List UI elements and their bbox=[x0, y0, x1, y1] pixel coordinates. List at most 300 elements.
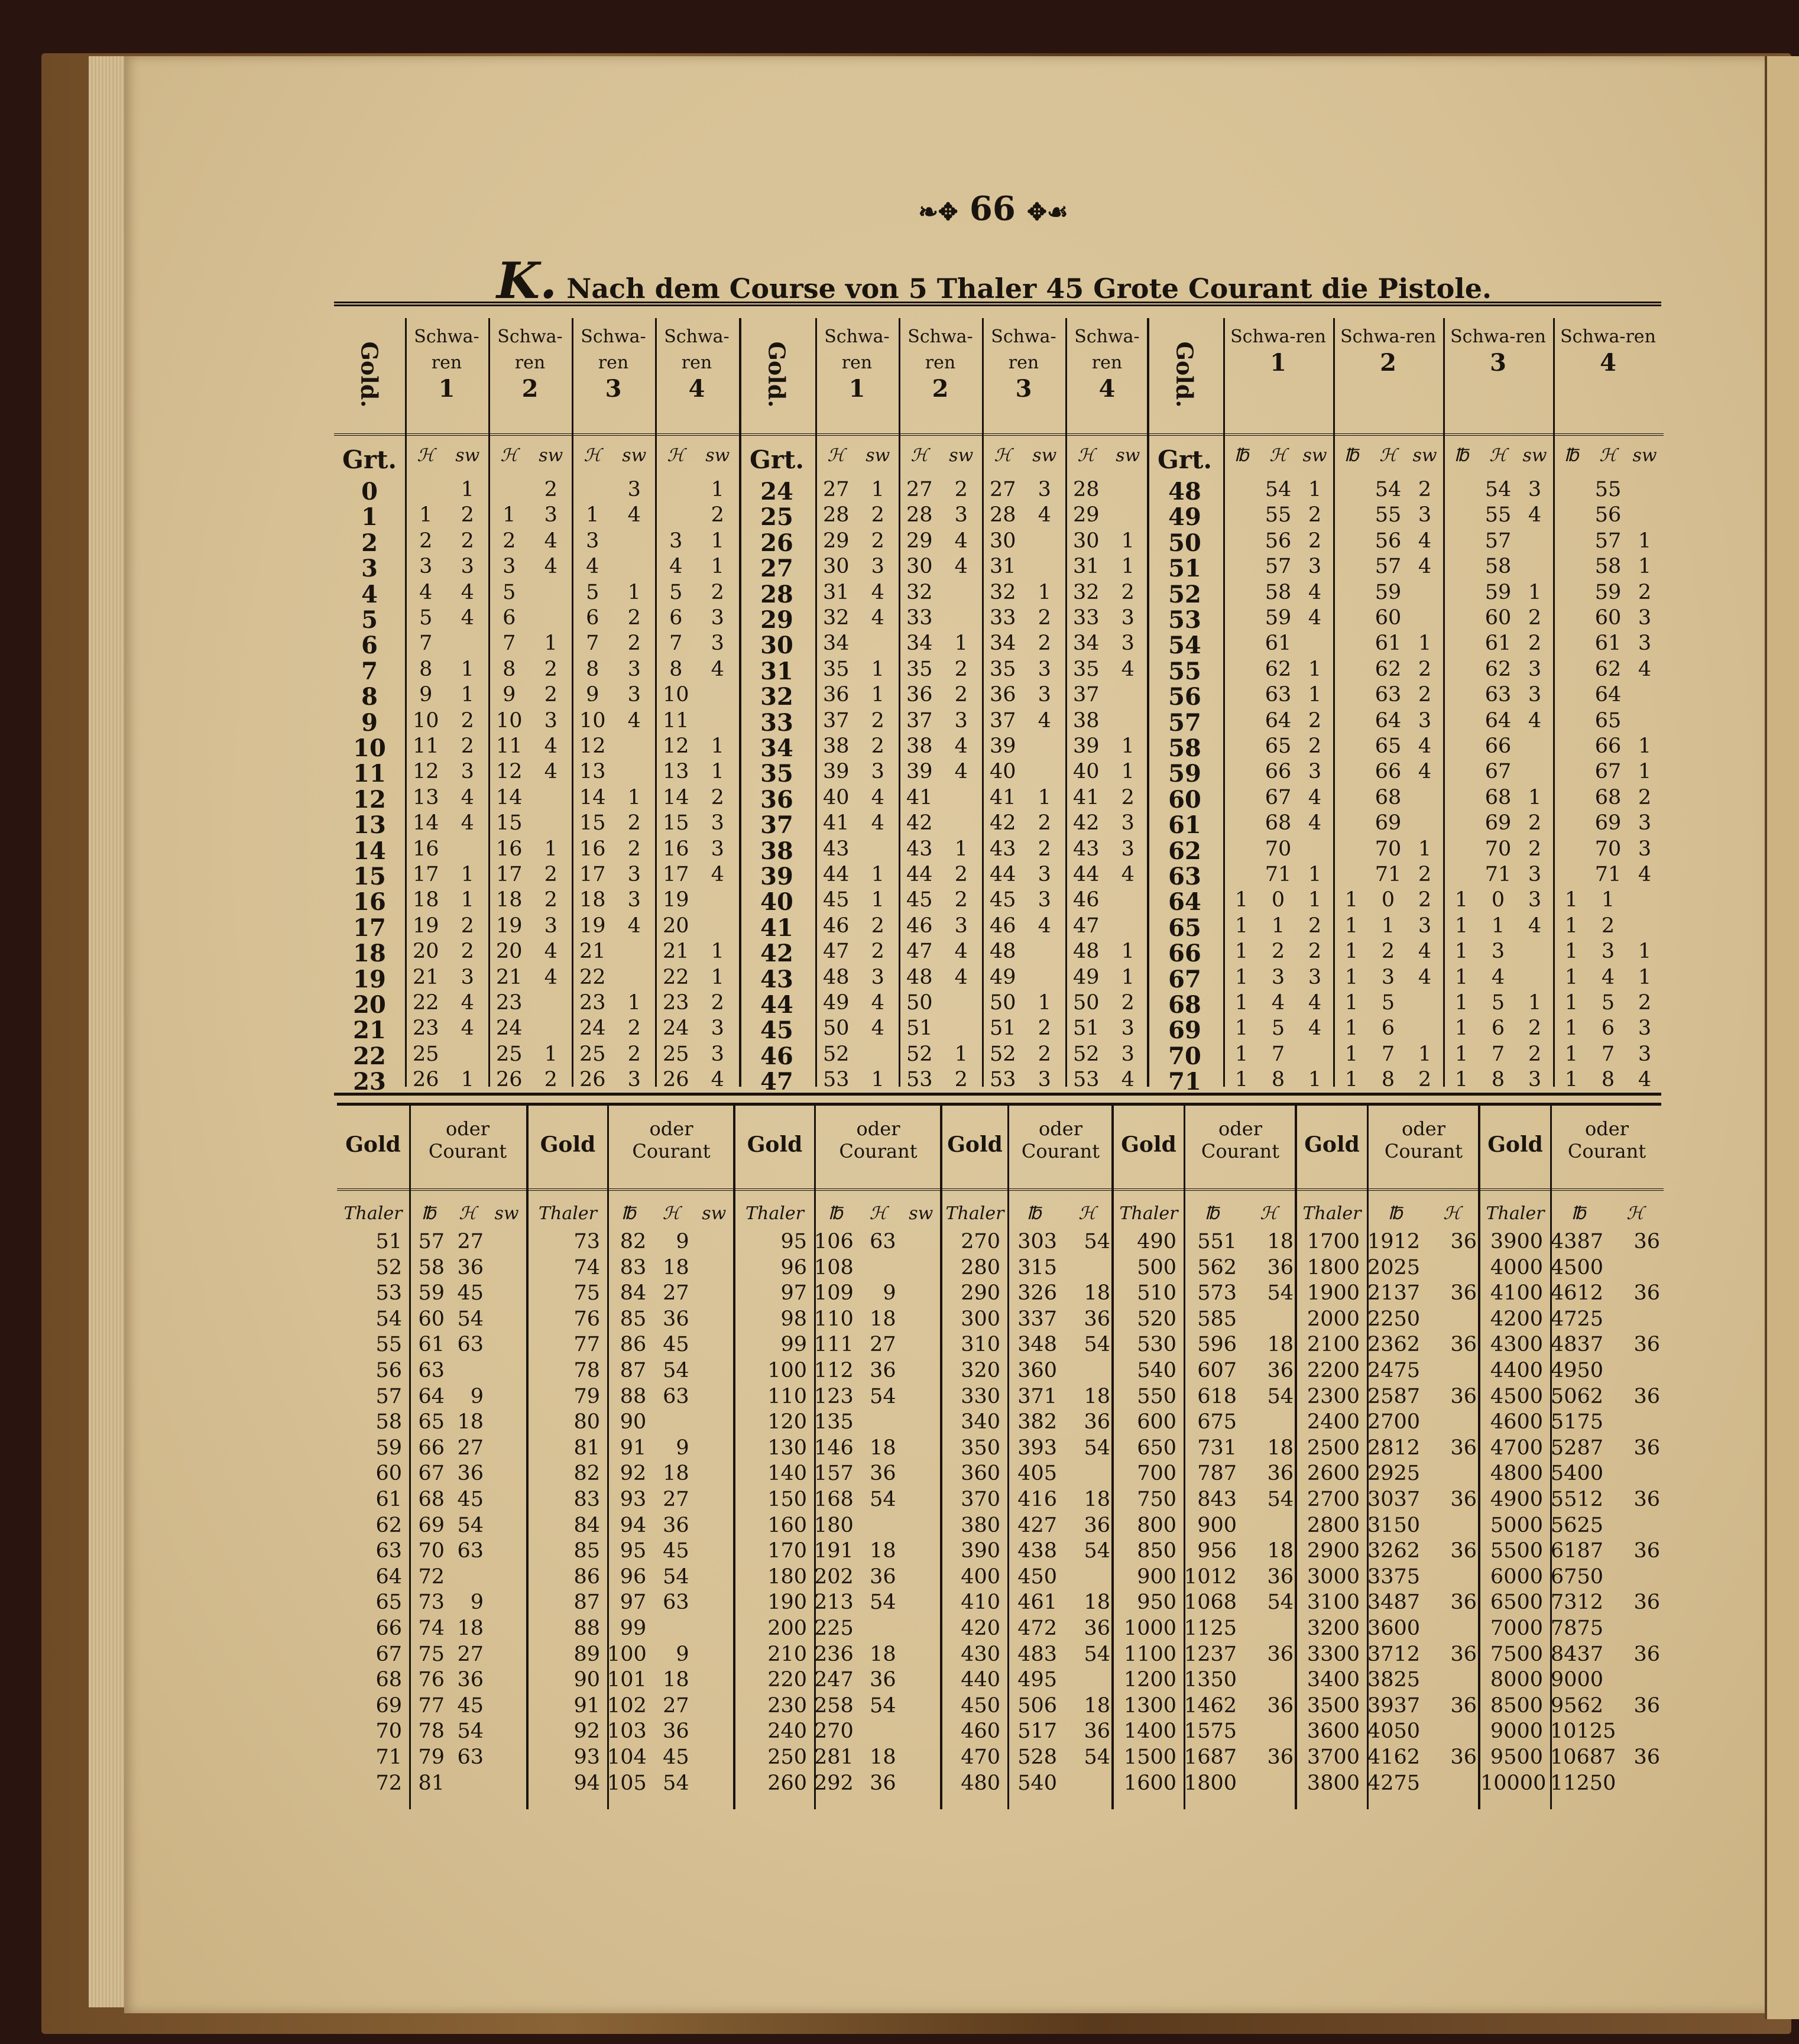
table-cell: 4 bbox=[711, 1068, 724, 1092]
table-cell: 3 bbox=[1528, 683, 1542, 707]
table-cell: 29 bbox=[822, 529, 850, 553]
thaler-value: 850 bbox=[1137, 1539, 1176, 1563]
table-cell: 51 bbox=[989, 1016, 1016, 1041]
table-cell: 8 bbox=[503, 657, 516, 681]
thaler-value: 4400 bbox=[1490, 1359, 1543, 1382]
courant-value: 36 bbox=[457, 1462, 484, 1486]
table-cell: 43 bbox=[1072, 837, 1100, 861]
courant-value: 495 bbox=[1017, 1668, 1057, 1692]
courant-value: 72 bbox=[418, 1564, 445, 1589]
table-cell: 3 bbox=[461, 555, 474, 579]
thaler-value: 52 bbox=[375, 1255, 402, 1279]
table-cell: 2 bbox=[1638, 785, 1652, 809]
table-cell: 1 bbox=[871, 888, 884, 912]
unit-label: ℔ bbox=[621, 1203, 636, 1224]
table-cell: 4 bbox=[544, 734, 557, 758]
table-cell: 3 bbox=[544, 708, 557, 733]
table-cell: 1 bbox=[1528, 785, 1542, 809]
unit-label: ℋ bbox=[459, 1203, 477, 1224]
table-cell: 2 bbox=[461, 708, 474, 733]
courant-value: 146 bbox=[814, 1436, 854, 1460]
table-cell: 1 bbox=[461, 1068, 474, 1092]
thaler-value: 410 bbox=[961, 1591, 1000, 1615]
title-text: Nach dem Course von 5 Thaler 45 Grote Courant die Pistole. bbox=[566, 273, 1492, 305]
courant-value: 101 bbox=[607, 1668, 647, 1692]
table-cell: 48 bbox=[1072, 940, 1100, 964]
courant-value: 607 bbox=[1197, 1359, 1237, 1382]
table-cell: 69 bbox=[1594, 811, 1622, 835]
courant-label-1: oder bbox=[1039, 1117, 1082, 1140]
thaler-value: 4500 bbox=[1490, 1384, 1543, 1408]
table-cell: 3 bbox=[586, 529, 599, 553]
unit-label: ℔ bbox=[1204, 1203, 1220, 1224]
table-cell: 1 bbox=[1344, 940, 1359, 964]
thaler-value: 65 bbox=[375, 1591, 402, 1615]
courant-value: 54 bbox=[1267, 1591, 1294, 1615]
table-cell: 3 bbox=[1418, 503, 1432, 527]
thaler-value: 62 bbox=[375, 1513, 402, 1537]
courant-value: 36 bbox=[870, 1359, 896, 1382]
unit-label: ℋ bbox=[1379, 445, 1397, 466]
thaler-value: 320 bbox=[961, 1359, 1000, 1382]
table-cell: 1 bbox=[1271, 914, 1285, 938]
table-cell: 3 bbox=[1638, 1016, 1652, 1041]
thaler-value: 470 bbox=[961, 1745, 1000, 1769]
table-cell: 47 bbox=[822, 940, 850, 964]
courant-value: 36 bbox=[1633, 1281, 1660, 1306]
table-cell: 3 bbox=[544, 503, 557, 527]
courant-value: 1237 bbox=[1184, 1642, 1237, 1666]
unit-label: ℔ bbox=[828, 1203, 843, 1224]
table-cell: 2 bbox=[627, 606, 641, 630]
table-cell: 20 bbox=[495, 940, 523, 964]
table-cell: 51 bbox=[1072, 1016, 1100, 1041]
table-cell: 56 bbox=[1265, 529, 1292, 553]
unit-label: ℋ bbox=[1077, 445, 1095, 466]
table-cell: 34 bbox=[906, 631, 933, 656]
table-cell: 44 bbox=[1072, 863, 1100, 886]
table-cell: 2 bbox=[1418, 657, 1432, 681]
courant-value: 36 bbox=[1633, 1384, 1660, 1408]
table-cell: 53 bbox=[989, 1068, 1016, 1092]
table-cell: 3 bbox=[1528, 888, 1542, 912]
courant-value: 36 bbox=[1633, 1230, 1660, 1253]
unit-label: ℋ bbox=[1489, 445, 1507, 466]
table-cell: 68 bbox=[1484, 785, 1512, 809]
gold-value: 17 bbox=[353, 914, 386, 942]
gold-value: 18 bbox=[353, 940, 386, 968]
table-cell: 26 bbox=[662, 1068, 689, 1092]
table-cell: 3 bbox=[871, 760, 884, 784]
thaler-value: 92 bbox=[573, 1719, 600, 1744]
courant-value: 96 bbox=[620, 1564, 647, 1589]
table-cell: 1 bbox=[1344, 914, 1359, 938]
table-cell: 54 bbox=[1265, 478, 1292, 501]
gold-value: 43 bbox=[760, 965, 793, 993]
thaler-value: 700 bbox=[1137, 1462, 1176, 1486]
schwaren-number: 1 bbox=[438, 375, 455, 403]
table-cell: 3 bbox=[711, 837, 724, 861]
table-cell: 5 bbox=[669, 580, 683, 604]
thaler-value: 530 bbox=[1137, 1333, 1176, 1357]
table-cell: 4 bbox=[1271, 991, 1285, 1015]
table-cell: 1 bbox=[1454, 1042, 1469, 1066]
schwaren-header bbox=[815, 324, 899, 430]
table-cell: 48 bbox=[822, 965, 850, 989]
thaler-value: 95 bbox=[780, 1230, 807, 1253]
courant-value: 100 bbox=[607, 1642, 647, 1666]
table-cell: 1 bbox=[954, 1042, 968, 1066]
courant-value: 36 bbox=[663, 1513, 689, 1537]
table-cell: 3 bbox=[1638, 837, 1652, 861]
table-cell: 64 bbox=[1594, 683, 1622, 707]
thaler-value: 280 bbox=[961, 1255, 1000, 1279]
thaler-value: 93 bbox=[573, 1745, 600, 1769]
table-cell: 16 bbox=[579, 837, 606, 861]
table-cell: 3 bbox=[711, 606, 724, 630]
courant-label-2: Courant bbox=[1384, 1140, 1463, 1162]
table-cell: 1 bbox=[1121, 555, 1134, 579]
table-cell: 1 bbox=[1308, 478, 1322, 501]
table-cell: 17 bbox=[662, 863, 689, 886]
table-cell: 9 bbox=[586, 683, 599, 707]
thaler-value: 2700 bbox=[1307, 1488, 1360, 1511]
table-cell: 1 bbox=[1454, 1068, 1469, 1092]
table-cell: 5 bbox=[419, 606, 433, 630]
unit-label: sw bbox=[909, 1203, 933, 1224]
thaler-value: 55 bbox=[375, 1333, 402, 1357]
table-cell: 2 bbox=[1308, 708, 1322, 733]
table-cell: 2 bbox=[871, 708, 884, 733]
thaler-value: 83 bbox=[573, 1488, 600, 1511]
table-cell: 35 bbox=[906, 657, 933, 681]
courant-value: 18 bbox=[870, 1642, 896, 1666]
courant-value: 27 bbox=[663, 1693, 689, 1718]
courant-value: 3150 bbox=[1367, 1513, 1420, 1537]
gold-value: 40 bbox=[760, 888, 793, 916]
table-cell: 28 bbox=[906, 503, 933, 527]
gold-value: 8 bbox=[361, 683, 378, 711]
thaler-value: 800 bbox=[1137, 1513, 1176, 1537]
courant-value: 3262 bbox=[1367, 1539, 1420, 1563]
table-cell: 23 bbox=[412, 1016, 439, 1041]
gold-header bbox=[741, 318, 812, 430]
table-cell: 49 bbox=[989, 965, 1016, 989]
table-cell: 46 bbox=[989, 914, 1016, 938]
courant-value: 10125 bbox=[1550, 1719, 1616, 1744]
unit-label: ℋ bbox=[869, 1203, 887, 1224]
lower-block bbox=[1478, 1106, 1664, 1809]
courant-value: 54 bbox=[457, 1513, 484, 1537]
thaler-value: 1400 bbox=[1123, 1719, 1176, 1744]
table-cell: 70 bbox=[1484, 837, 1512, 861]
table-cell: 4 bbox=[461, 991, 474, 1015]
gold-value: 55 bbox=[1168, 657, 1201, 685]
table-cell: 2 bbox=[544, 1068, 557, 1092]
table-cell: 36 bbox=[906, 683, 933, 707]
courant-value: 506 bbox=[1017, 1693, 1057, 1718]
table-cell: 40 bbox=[989, 760, 1016, 784]
courant-value: 9 bbox=[676, 1230, 689, 1253]
courant-value: 57 bbox=[418, 1230, 445, 1253]
table-cell: 28 bbox=[989, 503, 1016, 527]
unit-label: sw bbox=[1116, 445, 1140, 466]
table-cell: 40 bbox=[1072, 760, 1100, 784]
gold-value: 48 bbox=[1168, 478, 1201, 506]
thaler-value: 2200 bbox=[1307, 1359, 1360, 1382]
table-cell: 2 bbox=[1418, 863, 1432, 886]
table-cell: 4 bbox=[954, 529, 968, 553]
unit-label: ℋ bbox=[1269, 445, 1287, 466]
table-cell: 2 bbox=[1601, 914, 1615, 938]
table-cell: 1 bbox=[1454, 1016, 1469, 1041]
table-cell: 3 bbox=[1308, 760, 1322, 784]
courant-value: 36 bbox=[870, 1668, 896, 1692]
table-cell: 4 bbox=[1121, 1068, 1134, 1092]
thaler-value: 750 bbox=[1137, 1488, 1176, 1511]
table-cell: 1 bbox=[1564, 991, 1578, 1015]
table-cell: 12 bbox=[662, 734, 689, 758]
table-cell: 26 bbox=[495, 1068, 523, 1092]
table-cell: 1 bbox=[1344, 965, 1359, 989]
table-cell: 2 bbox=[954, 657, 968, 681]
thaler-label: Thaler bbox=[1119, 1203, 1178, 1224]
gold-value: 33 bbox=[760, 708, 793, 737]
thaler-value: 9500 bbox=[1490, 1745, 1543, 1769]
table-cell: 24 bbox=[495, 1016, 523, 1041]
table-cell: 0 bbox=[1491, 888, 1505, 912]
courant-value: 54 bbox=[870, 1488, 896, 1511]
courant-value: 36 bbox=[1633, 1693, 1660, 1718]
courant-value: 618 bbox=[1197, 1384, 1237, 1408]
courant-label-1: oder bbox=[446, 1117, 490, 1140]
table-cell: 4 bbox=[954, 734, 968, 758]
table-cell: 1 bbox=[1344, 1042, 1359, 1066]
gold-value: 7 bbox=[361, 657, 378, 685]
gold-header-label: Gold. bbox=[1171, 341, 1198, 408]
courant-value: 9 bbox=[470, 1384, 484, 1408]
table-cell: 66 bbox=[1594, 734, 1622, 758]
table-cell: 3 bbox=[954, 914, 968, 938]
table-cell: 4 bbox=[1308, 1016, 1322, 1041]
table-cell: 1 bbox=[1234, 965, 1249, 989]
gold-header: Gold bbox=[1304, 1132, 1360, 1157]
table-cell: 2 bbox=[954, 683, 968, 707]
courant-value: 54 bbox=[1267, 1384, 1294, 1408]
courant-value: 270 bbox=[814, 1719, 854, 1744]
table-cell: 4 bbox=[1308, 606, 1322, 630]
courant-value: 36 bbox=[1267, 1564, 1294, 1589]
courant-value: 36 bbox=[1084, 1307, 1110, 1331]
table-cell: 65 bbox=[1265, 734, 1292, 758]
courant-value: 517 bbox=[1017, 1719, 1057, 1744]
thaler-value: 350 bbox=[961, 1436, 1000, 1460]
table-cell: 2 bbox=[1528, 606, 1542, 630]
gold-value: 28 bbox=[760, 580, 793, 608]
thaler-value: 3000 bbox=[1307, 1564, 1360, 1589]
schwaren-header bbox=[1443, 324, 1553, 430]
table-cell: 4 bbox=[871, 991, 884, 1015]
courant-value: 18 bbox=[1267, 1436, 1294, 1460]
gold-value: 46 bbox=[760, 1042, 793, 1070]
gold-value: 35 bbox=[760, 760, 793, 788]
courant-value: 3037 bbox=[1367, 1488, 1420, 1511]
schwaren-header bbox=[899, 324, 982, 430]
courant-value: 393 bbox=[1017, 1436, 1057, 1460]
table-cell: 68 bbox=[1594, 785, 1622, 809]
table-cell: 3 bbox=[954, 503, 968, 527]
courant-value: 472 bbox=[1017, 1617, 1057, 1640]
table-cell: 1 bbox=[954, 837, 968, 861]
header-rule bbox=[735, 1188, 942, 1191]
table-cell: 4 bbox=[461, 785, 474, 809]
table-cell: 3 bbox=[1638, 606, 1652, 630]
thaler-value: 56 bbox=[375, 1359, 402, 1382]
table-cell: 3 bbox=[461, 965, 474, 989]
table-cell: 1 bbox=[544, 1042, 557, 1066]
table-cell: 1 bbox=[711, 965, 724, 989]
table-cell: 60 bbox=[1594, 606, 1622, 630]
table-cell: 39 bbox=[1072, 734, 1100, 758]
table-cell: 4 bbox=[1491, 965, 1505, 989]
gold-value: 54 bbox=[1168, 631, 1201, 660]
table-cell: 61 bbox=[1375, 631, 1402, 656]
thaler-value: 270 bbox=[961, 1230, 1000, 1253]
thaler-value: 70 bbox=[375, 1719, 402, 1744]
table-cell: 1 bbox=[1638, 555, 1652, 579]
table-cell: 4 bbox=[1121, 863, 1134, 886]
table-cell: 57 bbox=[1594, 529, 1622, 553]
gold-header-label: Gold. bbox=[763, 341, 790, 408]
header-rule bbox=[334, 433, 739, 436]
table-cell: 56 bbox=[1594, 503, 1622, 527]
schwaren-number: 4 bbox=[1600, 349, 1616, 377]
table-cell: 19 bbox=[495, 914, 523, 938]
table-cell: 3 bbox=[1528, 657, 1542, 681]
table-cell: 36 bbox=[822, 683, 850, 707]
table-cell: 4 bbox=[871, 811, 884, 835]
courant-value: 94 bbox=[620, 1513, 647, 1537]
courant-value: 18 bbox=[457, 1410, 484, 1434]
table-cell: 38 bbox=[1072, 708, 1100, 733]
courant-value: 63 bbox=[457, 1745, 484, 1769]
gold-header bbox=[1149, 318, 1220, 430]
courant-value: 110 bbox=[814, 1307, 854, 1331]
page-number: 66 bbox=[969, 189, 1016, 228]
schwaren-number: 4 bbox=[1098, 375, 1116, 403]
courant-value: 180 bbox=[814, 1513, 854, 1537]
table-cell: 4 bbox=[1418, 965, 1432, 989]
courant-value: 77 bbox=[418, 1693, 445, 1718]
table-cell: 1 bbox=[1418, 1042, 1432, 1066]
table-cell: 59 bbox=[1484, 580, 1512, 604]
courant-header bbox=[814, 1117, 942, 1162]
thaler-value: 290 bbox=[961, 1281, 1000, 1306]
table-cell: 6 bbox=[503, 606, 516, 630]
table-cell: 48 bbox=[989, 940, 1016, 964]
courant-value: 438 bbox=[1017, 1539, 1057, 1563]
courant-value: 63 bbox=[663, 1384, 689, 1408]
courant-value: 66 bbox=[418, 1436, 445, 1460]
table-cell: 42 bbox=[906, 811, 933, 835]
thaler-value: 1200 bbox=[1123, 1668, 1176, 1692]
courant-value: 69 bbox=[418, 1513, 445, 1537]
thaler-label: Thaler bbox=[539, 1203, 597, 1224]
courant-value: 27 bbox=[457, 1436, 484, 1460]
table-cell: 1 bbox=[1418, 631, 1432, 656]
courant-value: 54 bbox=[1084, 1539, 1110, 1563]
title-letter: K. bbox=[497, 251, 557, 310]
table-cell: 1 bbox=[503, 503, 516, 527]
thaler-label: Thaler bbox=[1486, 1203, 1545, 1224]
unit-label: ℔ bbox=[1571, 1203, 1586, 1224]
table-cell: 14 bbox=[412, 811, 439, 835]
table-cell: 10 bbox=[662, 683, 689, 707]
courant-value: 5512 bbox=[1550, 1488, 1603, 1511]
thaler-value: 6000 bbox=[1490, 1564, 1543, 1589]
table-cell: 54 bbox=[1484, 478, 1512, 501]
courant-value: 78 bbox=[418, 1719, 445, 1744]
table-cell: 8 bbox=[586, 657, 599, 681]
gold-value: 19 bbox=[353, 965, 386, 993]
gold-value: 32 bbox=[760, 683, 793, 711]
page-number-header bbox=[875, 189, 1111, 242]
table-cell: 37 bbox=[906, 708, 933, 733]
table-cell: 2 bbox=[871, 503, 884, 527]
courant-label-1: oder bbox=[1585, 1117, 1629, 1140]
courant-header bbox=[607, 1117, 735, 1162]
table-cell: 65 bbox=[1594, 708, 1622, 733]
thaler-value: 330 bbox=[961, 1384, 1000, 1408]
thaler-value: 72 bbox=[375, 1771, 402, 1795]
header-rule bbox=[1149, 433, 1664, 436]
table-cell: 20 bbox=[662, 914, 689, 938]
facing-page-edge bbox=[1765, 56, 1799, 2019]
table-cell: 4 bbox=[461, 580, 474, 604]
table-cell: 44 bbox=[822, 863, 850, 886]
table-cell: 1 bbox=[871, 683, 884, 707]
table-cell: 1 bbox=[711, 478, 724, 501]
table-cell: 30 bbox=[1072, 529, 1100, 553]
unit-label: ℋ bbox=[584, 445, 602, 466]
table-cell: 46 bbox=[822, 914, 850, 938]
unit-label: sw bbox=[705, 445, 730, 466]
table-cell: 4 bbox=[1418, 555, 1432, 579]
table-cell: 1 bbox=[1344, 888, 1359, 912]
table-cell: 3 bbox=[669, 529, 683, 553]
gold-value: 16 bbox=[353, 888, 386, 916]
table-cell: 18 bbox=[412, 888, 439, 912]
schwaren-label: Schwa-ren bbox=[1450, 326, 1546, 347]
courant-value: 3825 bbox=[1367, 1668, 1420, 1692]
table-cell: 46 bbox=[1072, 888, 1100, 912]
table-cell: 4 bbox=[1638, 1068, 1652, 1092]
courant-value: 54 bbox=[1084, 1333, 1110, 1357]
table-cell: 30 bbox=[822, 555, 850, 579]
table-cell: 19 bbox=[662, 888, 689, 912]
courant-value: 5625 bbox=[1550, 1513, 1603, 1537]
table-cell: 4 bbox=[627, 708, 641, 733]
thaler-value: 96 bbox=[780, 1255, 807, 1279]
courant-value: 1912 bbox=[1367, 1230, 1420, 1253]
schwaren-number: 3 bbox=[605, 375, 622, 403]
courant-value: 18 bbox=[1084, 1591, 1110, 1615]
table-cell: 41 bbox=[1072, 785, 1100, 809]
courant-value: 27 bbox=[663, 1488, 689, 1511]
courant-value: 2362 bbox=[1367, 1333, 1420, 1357]
courant-value: 3600 bbox=[1367, 1617, 1420, 1640]
table-cell: 33 bbox=[906, 606, 933, 630]
